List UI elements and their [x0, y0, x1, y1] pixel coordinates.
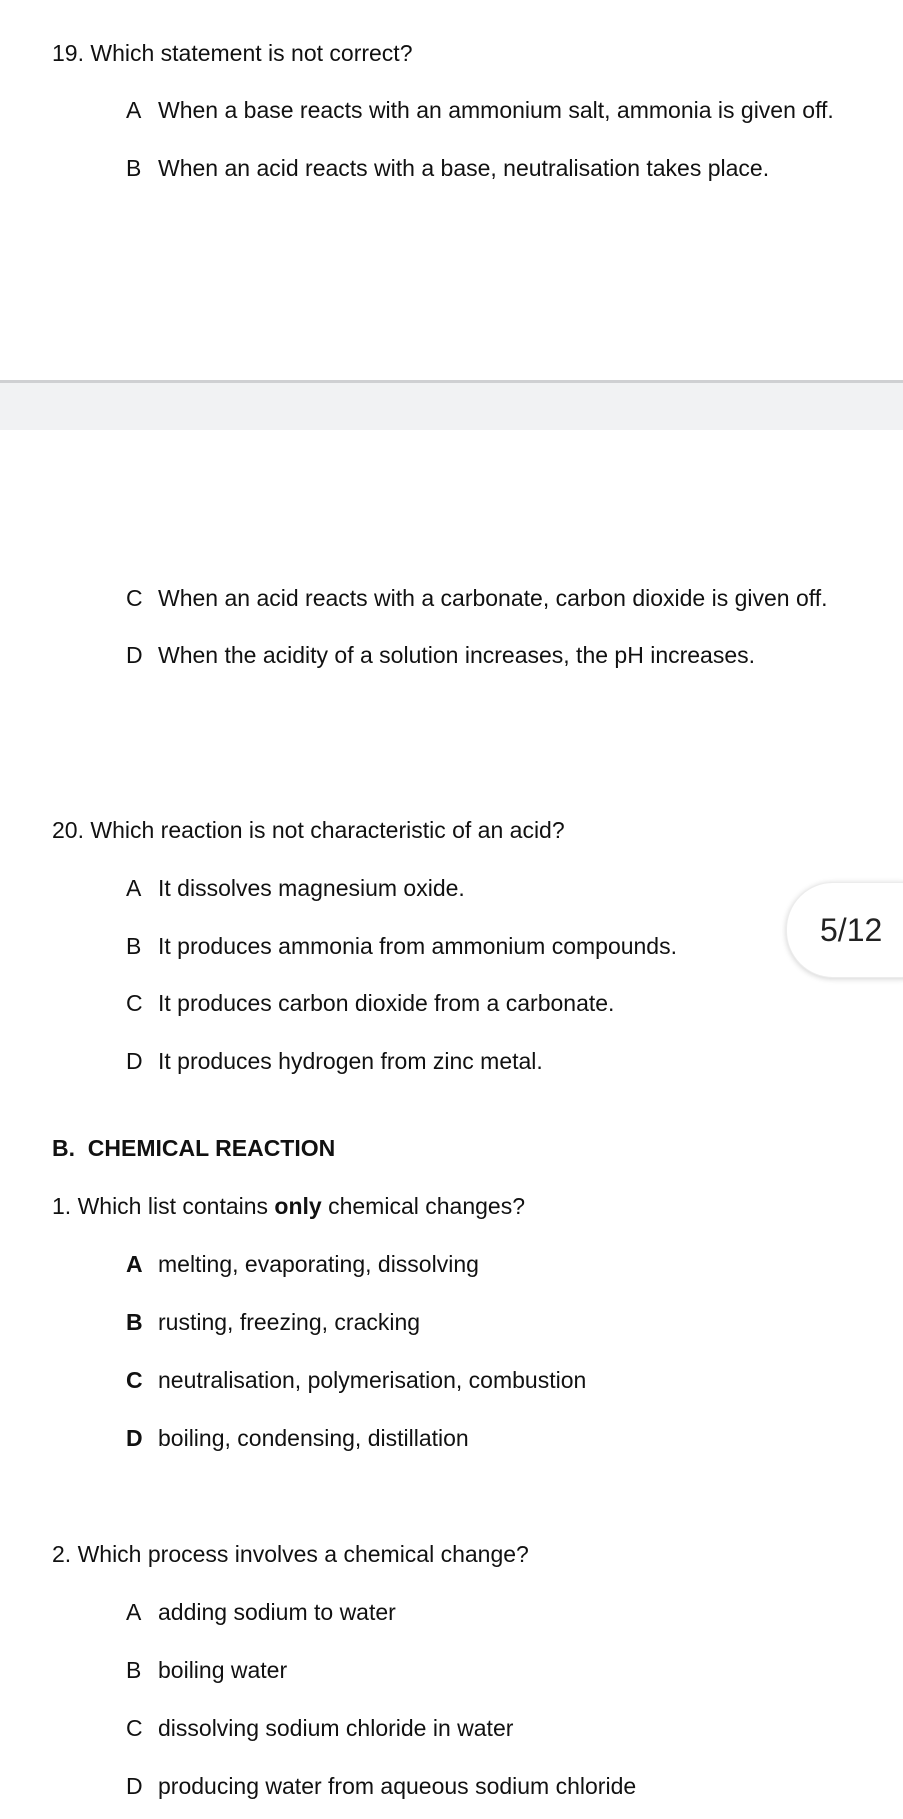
- section-heading: B. CHEMICAL REACTION: [52, 1135, 336, 1161]
- b2-option-d: [126, 1772, 636, 1800]
- b1-option-c: [126, 1366, 586, 1394]
- question-prefix: 1. Which list contains: [52, 1193, 275, 1219]
- option-text: adding sodium to water: [158, 1599, 396, 1625]
- b1-question: [52, 1192, 525, 1220]
- q20-option-d: [126, 1047, 543, 1075]
- option-letter: C: [126, 990, 143, 1016]
- option-text: boiling water: [158, 1657, 288, 1683]
- option-letter: D: [126, 642, 143, 668]
- option-text: It dissolves magnesium oxide.: [158, 875, 465, 901]
- option-text: It produces ammonia from ammonium compounds.: [158, 933, 677, 959]
- option-letter: A: [126, 1599, 142, 1625]
- option-letter: A: [126, 875, 142, 901]
- q20-question: 20. Which reaction is not characteristic of an acid?: [52, 817, 565, 843]
- question-emphasis: only: [274, 1193, 322, 1219]
- option-text: neutralisation, polymerisation, combustion: [158, 1367, 587, 1393]
- q19-option-a: [126, 96, 834, 124]
- q19-option-d: [126, 641, 755, 669]
- b1-option-a: [126, 1250, 479, 1278]
- page-separator: [0, 380, 903, 430]
- page-indicator[interactable]: [786, 882, 903, 978]
- b2-question: 2. Which process involves a chemical change?: [52, 1541, 529, 1567]
- b2-option-a: [126, 1598, 396, 1626]
- option-text: When the acidity of a solution increases, the pH increases.: [158, 642, 756, 668]
- q19-option-c: [126, 584, 828, 612]
- q19-question: 19. Which statement is not correct?: [52, 40, 413, 66]
- option-letter: D: [126, 1048, 143, 1074]
- option-letter: C: [126, 1715, 143, 1741]
- option-letter: D: [126, 1425, 143, 1451]
- option-letter: B: [126, 933, 142, 959]
- question-suffix: chemical changes?: [321, 1193, 525, 1219]
- option-text: When an acid reacts with a base, neutralisation takes place.: [158, 155, 770, 181]
- option-text: When an acid reacts with a carbonate, carbon dioxide is given off.: [158, 585, 828, 611]
- option-letter: B: [126, 155, 142, 181]
- option-text: When a base reacts with an ammonium salt, ammonia is given off.: [158, 97, 834, 123]
- option-text: It produces hydrogen from zinc metal.: [158, 1048, 543, 1074]
- option-letter: A: [126, 97, 142, 123]
- b2-option-c: [126, 1714, 513, 1742]
- option-text: dissolving sodium chloride in water: [158, 1715, 514, 1741]
- q19-option-b: [126, 154, 769, 182]
- option-text: producing water from aqueous sodium chloride: [158, 1773, 637, 1799]
- option-letter: C: [126, 585, 143, 611]
- option-letter: B: [126, 1657, 142, 1683]
- q20-option-b: [126, 932, 677, 960]
- option-text: boiling, condensing, distillation: [158, 1425, 469, 1451]
- option-text: It produces carbon dioxide from a carbonate.: [158, 990, 615, 1016]
- option-letter: C: [126, 1367, 143, 1393]
- q20-option-c: [126, 989, 614, 1017]
- q20-option-a: [126, 874, 465, 902]
- page-indicator-label: 5/12: [820, 912, 883, 948]
- b1-option-d: [126, 1424, 469, 1452]
- option-letter: D: [126, 1773, 143, 1799]
- option-text: melting, evaporating, dissolving: [158, 1251, 479, 1277]
- option-letter: A: [126, 1251, 143, 1277]
- b1-option-b: [126, 1308, 420, 1336]
- b2-option-b: [126, 1656, 287, 1684]
- option-letter: B: [126, 1309, 143, 1335]
- option-text: rusting, freezing, cracking: [158, 1309, 421, 1335]
